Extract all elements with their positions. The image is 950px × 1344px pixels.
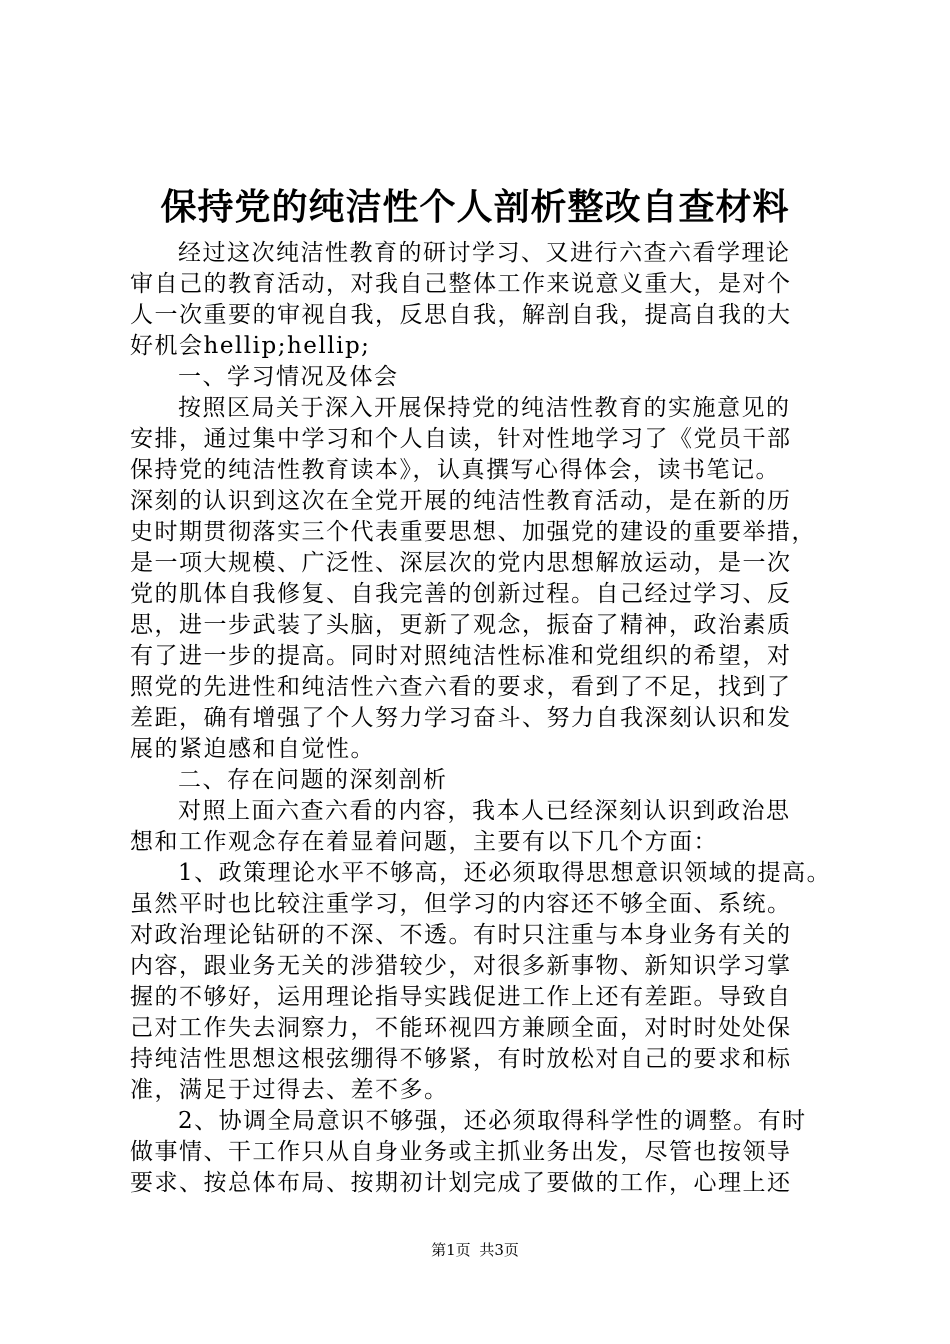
paragraph-line: 己对工作失去洞察力，不能环视四方兼顾全面，对时时处处保	[130, 1015, 792, 1041]
paragraph-line: 想和工作观念存在着显着问题，主要有以下几个方面：	[130, 829, 718, 855]
paragraph-line: 2、协调全局意识不够强，还必须取得科学性的调整。有时	[178, 1108, 807, 1134]
paragraph-line: 准，满足于过得去、差不多。	[130, 1077, 449, 1103]
page-footer	[0, 1240, 950, 1260]
document-title: 保持党的纯洁性个人剖析整改自查材料	[160, 187, 790, 228]
paragraph-line: 思，进一步武装了头脑，更新了观念，振奋了精神，政治素质	[130, 612, 792, 638]
paragraph-line: 审自己的教育活动，对我自己整体工作来说意义重大，是对个	[130, 271, 792, 297]
paragraph-line: 对照上面六查六看的内容，我本人已经深刻认识到政治思	[178, 798, 791, 824]
paragraph-line: 持纯洁性思想这根弦绷得不够紧，有时放松对自己的要求和标	[130, 1046, 792, 1072]
paragraph-line: 按照区局关于深入开展保持党的纯洁性教育的实施意见的	[178, 395, 791, 421]
document-body	[130, 238, 830, 1199]
paragraph-line: 虽然平时也比较注重学习，但学习的内容还不够全面、系统。	[130, 891, 792, 917]
paragraph-line: 做事情、干工作只从自身业务或主抓业务出发，尽管也按领导	[130, 1139, 792, 1165]
page-total: 共3页	[479, 1241, 519, 1259]
section-heading: 一、学习情况及体会	[178, 364, 399, 390]
paragraph-line: 要求、按总体布局、按期初计划完成了要做的工作，心理上还	[130, 1170, 792, 1196]
paragraph-line: 安排，通过集中学习和个人自读，针对性地学习了《党员干部	[130, 426, 792, 452]
paragraph-line: 有了进一步的提高。同时对照纯洁性标准和党组织的希望，对	[130, 643, 792, 669]
paragraph-line: 史时期贯彻落实三个代表重要思想、加强党的建设的重要举措，	[130, 519, 816, 545]
paragraph-line: 好机会hellip;hellip;	[130, 333, 371, 359]
section-heading: 二、存在问题的深刻剖析	[178, 767, 448, 793]
paragraph-line: 人一次重要的审视自我，反思自我，解剖自我，提高自我的大	[130, 302, 792, 328]
paragraph-line: 照党的先进性和纯洁性六查六看的要求，看到了不足，找到了	[130, 674, 792, 700]
paragraph-line: 内容，跟业务无关的涉猎较少，对很多新事物、新知识学习掌	[130, 953, 792, 979]
paragraph-line: 深刻的认识到这次在全党开展的纯洁性教育活动，是在新的历	[130, 488, 792, 514]
paragraph-line: 差距，确有增强了个人努力学习奋斗、努力自我深刻认识和发	[130, 705, 792, 731]
paragraph-line: 保持党的纯洁性教育读本》，认真撰写心得体会，读书笔记。	[130, 457, 780, 483]
paragraph-line: 经过这次纯洁性教育的研讨学习、又进行六查六看学理论	[178, 240, 791, 266]
paragraph-line: 握的不够好，运用理论指导实践促进工作上还有差距。导致自	[130, 984, 792, 1010]
paragraph-line: 对政治理论钻研的不深、不透。有时只注重与本身业务有关的	[130, 922, 792, 948]
paragraph-line: 党的肌体自我修复、自我完善的创新过程。自己经过学习、反	[130, 581, 792, 607]
page-number: 第1页	[431, 1241, 471, 1259]
paragraph-line: 1、政策理论水平不够高，还必须取得思想意识领域的提高。	[178, 860, 832, 886]
paragraph-line: 展的紧迫感和自觉性。	[130, 736, 375, 762]
paragraph-line: 是一项大规模、广泛性、深层次的党内思想解放运动，是一次	[130, 550, 792, 576]
